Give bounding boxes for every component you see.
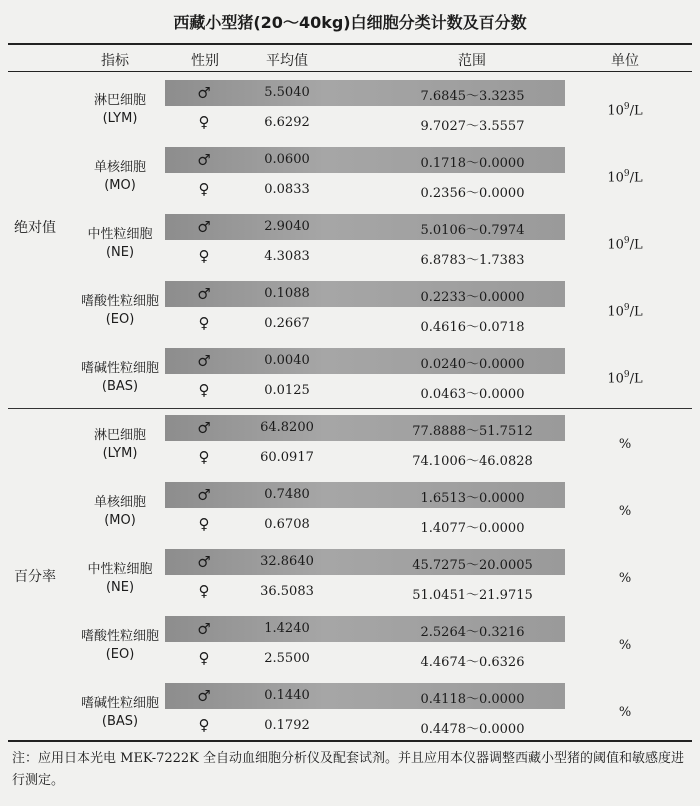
female-mean: 4.3083 xyxy=(264,249,310,264)
bottom-rule xyxy=(8,740,692,742)
female-range: 1.4077～0.0000 xyxy=(420,521,525,536)
header-unit: 单位 xyxy=(611,53,639,69)
indicator-name: 嗜碱性粒细胞 xyxy=(80,361,159,376)
male-symbol: ♂ xyxy=(197,84,211,102)
male-mean: 0.1088 xyxy=(264,286,310,301)
male-range: 0.2233～0.0000 xyxy=(420,290,525,305)
unit-exp: 9 xyxy=(623,303,630,313)
female-symbol: ♀ xyxy=(198,448,210,466)
unit-base: 10 xyxy=(607,371,624,387)
female-symbol: ♀ xyxy=(198,381,210,399)
male-mean: 64.8200 xyxy=(260,420,314,435)
male-mean: 5.5040 xyxy=(264,85,310,100)
indicator-abbr: (EO) xyxy=(105,647,135,662)
header-sex: 性别 xyxy=(191,53,219,69)
indicator-label xyxy=(55,293,185,329)
indicator-label xyxy=(55,427,185,463)
indicator-abbr: (LYM) xyxy=(102,111,138,126)
unit-exp: 9 xyxy=(623,236,630,246)
female-symbol: ♀ xyxy=(198,113,210,131)
indicator-label xyxy=(55,92,185,128)
male-mean: 1.4240 xyxy=(264,621,310,636)
unit-exp: 9 xyxy=(623,169,630,179)
unit-tail: /L xyxy=(629,304,643,320)
male-range: 2.5264～0.3216 xyxy=(420,625,525,640)
indicator-name: 中性粒细胞 xyxy=(87,562,153,577)
indicator-abbr: (MO) xyxy=(104,513,136,528)
unit-label: % xyxy=(618,705,632,720)
female-mean: 0.1792 xyxy=(264,718,310,733)
female-symbol: ♀ xyxy=(198,314,210,332)
female-mean: 0.6708 xyxy=(264,517,310,532)
unit-label: % xyxy=(618,437,632,452)
header-rule xyxy=(8,71,692,72)
header-range: 范围 xyxy=(458,53,486,69)
unit-label xyxy=(590,236,660,252)
indicator-name: 单核细胞 xyxy=(93,160,146,175)
unit-base: 10 xyxy=(607,103,624,119)
female-range: 6.8783～1.7383 xyxy=(420,253,525,268)
indicator-label xyxy=(55,360,185,396)
unit-label: % xyxy=(618,571,632,586)
indicator-name: 单核细胞 xyxy=(93,495,146,510)
female-mean: 2.5500 xyxy=(264,651,310,666)
female-mean: 60.0917 xyxy=(260,450,314,465)
male-range: 5.0106～0.7974 xyxy=(420,223,525,238)
female-range: 0.4478～0.0000 xyxy=(420,722,525,737)
male-range: 45.7275～20.0005 xyxy=(412,558,533,573)
male-range: 0.4118～0.0000 xyxy=(420,692,525,707)
indicator-label xyxy=(55,628,185,664)
male-mean: 2.9040 xyxy=(264,219,310,234)
male-mean: 0.0600 xyxy=(264,152,310,167)
male-symbol: ♂ xyxy=(197,352,211,370)
category-absolute: 绝对值 xyxy=(14,220,56,236)
male-symbol: ♂ xyxy=(197,620,211,638)
female-symbol: ♀ xyxy=(198,716,210,734)
indicator-label xyxy=(55,494,185,530)
unit-exp: 9 xyxy=(623,102,630,112)
indicator-abbr: (BAS) xyxy=(101,714,139,729)
header-mean: 平均值 xyxy=(266,53,308,69)
male-mean: 32.8640 xyxy=(260,554,314,569)
male-symbol: ♂ xyxy=(197,553,211,571)
unit-label xyxy=(590,370,660,386)
female-symbol: ♀ xyxy=(198,515,210,533)
male-range: 77.8888～51.7512 xyxy=(412,424,533,439)
category-percent: 百分率 xyxy=(14,569,56,585)
male-range: 1.6513～0.0000 xyxy=(420,491,525,506)
indicator-name: 嗜酸性粒细胞 xyxy=(80,629,159,644)
male-symbol: ♂ xyxy=(197,218,211,236)
indicator-label xyxy=(55,561,185,597)
top-rule xyxy=(8,43,692,45)
female-symbol: ♀ xyxy=(198,649,210,667)
indicator-name: 中性粒细胞 xyxy=(87,227,153,242)
indicator-label xyxy=(55,695,185,731)
female-range: 4.4674～0.6326 xyxy=(420,655,525,670)
unit-tail: /L xyxy=(629,371,643,387)
female-range: 0.2356～0.0000 xyxy=(420,186,525,201)
unit-label xyxy=(590,102,660,118)
indicator-abbr: (EO) xyxy=(105,312,135,327)
male-range: 7.6845～3.3235 xyxy=(420,89,525,104)
indicator-abbr: (LYM) xyxy=(102,446,138,461)
unit-tail: /L xyxy=(629,237,643,253)
female-symbol: ♀ xyxy=(198,247,210,265)
indicator-label xyxy=(55,159,185,195)
indicator-abbr: (NE) xyxy=(105,580,135,595)
unit-label xyxy=(590,303,660,319)
unit-base: 10 xyxy=(607,304,624,320)
indicator-name: 嗜碱性粒细胞 xyxy=(80,696,159,711)
unit-tail: /L xyxy=(629,170,643,186)
male-mean: 0.1440 xyxy=(264,688,310,703)
male-symbol: ♂ xyxy=(197,419,211,437)
indicator-name: 淋巴细胞 xyxy=(93,428,146,443)
male-symbol: ♂ xyxy=(197,486,211,504)
female-range: 0.0463～0.0000 xyxy=(420,387,525,402)
indicator-label xyxy=(55,226,185,262)
male-symbol: ♂ xyxy=(197,151,211,169)
female-mean: 36.5083 xyxy=(260,584,314,599)
unit-label: % xyxy=(618,504,632,519)
indicator-abbr: (NE) xyxy=(105,245,135,260)
female-range: 51.0451～21.9715 xyxy=(412,588,533,603)
female-symbol: ♀ xyxy=(198,582,210,600)
female-range: 0.4616～0.0718 xyxy=(420,320,525,335)
female-range: 74.1006～46.0828 xyxy=(412,454,533,469)
header-indicator: 指标 xyxy=(101,53,129,69)
table-title: 西藏小型猪(20～40kg)白细胞分类计数及百分数 xyxy=(173,13,527,32)
indicator-name: 淋巴细胞 xyxy=(93,93,146,108)
male-range: 0.0240～0.0000 xyxy=(420,357,525,372)
unit-label: % xyxy=(618,638,632,653)
indicator-abbr: (BAS) xyxy=(101,379,139,394)
female-mean: 0.0125 xyxy=(264,383,310,398)
unit-tail: /L xyxy=(629,103,643,119)
female-mean: 0.0833 xyxy=(264,182,310,197)
table-note: 注：应用日本光电 MEK-7222K 全自动血细胞分析仪及配套试剂。并且应用本仪器调整西藏小型猪的阈值和敏感度进行测定。 xyxy=(12,751,685,788)
female-symbol: ♀ xyxy=(198,180,210,198)
indicator-abbr: (MO) xyxy=(104,178,136,193)
unit-base: 10 xyxy=(607,170,624,186)
male-range: 0.1718～0.0000 xyxy=(420,156,525,171)
unit-base: 10 xyxy=(607,237,624,253)
male-symbol: ♂ xyxy=(197,285,211,303)
female-mean: 6.6292 xyxy=(264,115,310,130)
indicator-name: 嗜酸性粒细胞 xyxy=(80,294,159,309)
unit-exp: 9 xyxy=(623,370,630,380)
female-range: 9.7027～3.5557 xyxy=(420,119,525,134)
male-symbol: ♂ xyxy=(197,687,211,705)
section-rule xyxy=(8,408,692,409)
male-mean: 0.0040 xyxy=(264,353,310,368)
unit-label xyxy=(590,169,660,185)
female-mean: 0.2667 xyxy=(264,316,310,331)
male-mean: 0.7480 xyxy=(264,487,310,502)
